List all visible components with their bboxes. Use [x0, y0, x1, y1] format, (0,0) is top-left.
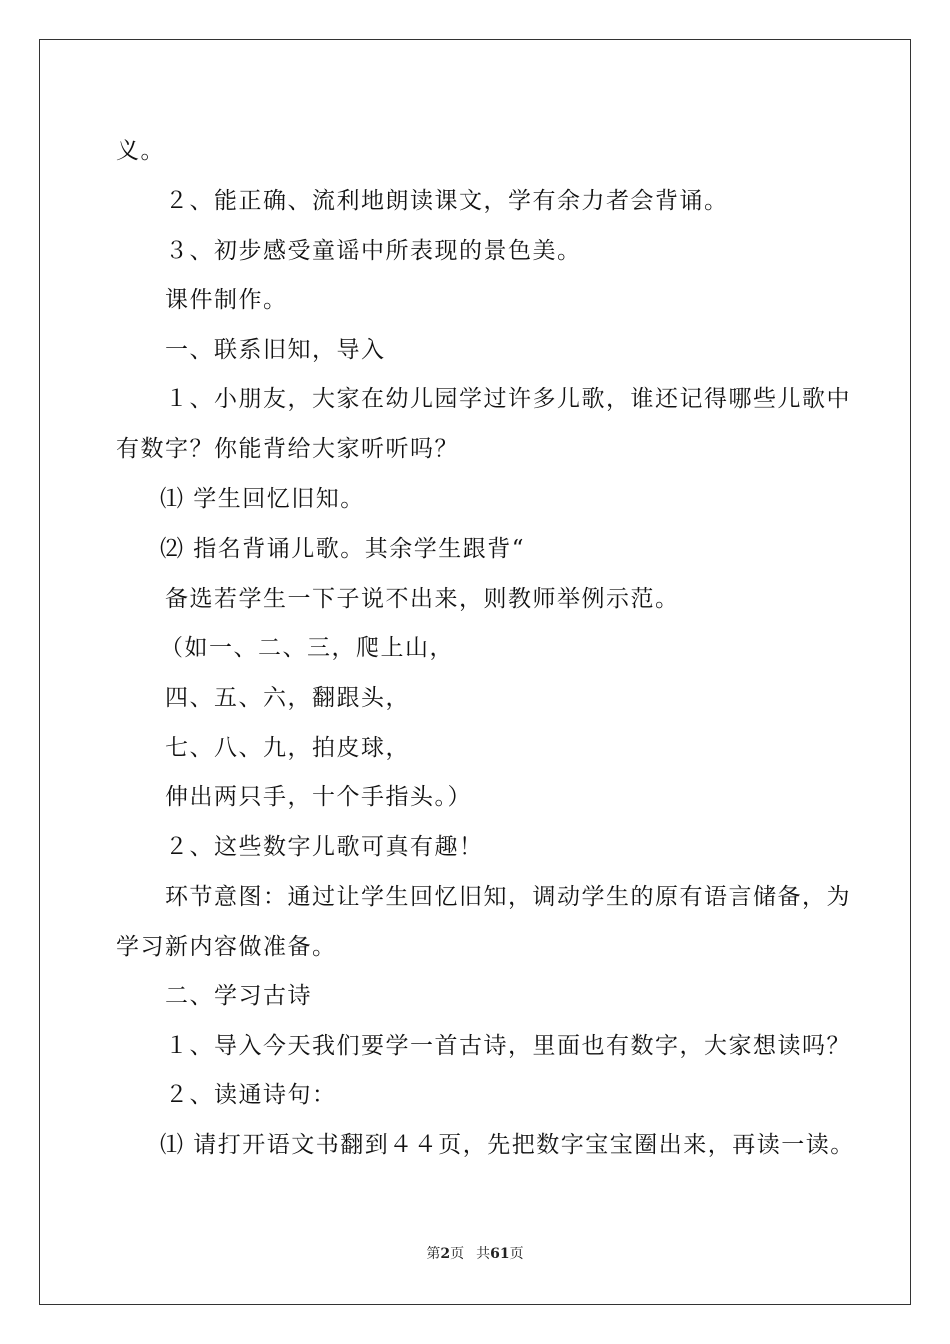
section-heading: 二、学习古诗: [165, 983, 312, 1009]
page-number: 2: [440, 1246, 451, 1262]
page-footer: [0, 1245, 950, 1263]
text-line: ２、能正确、流利地朗读课文，学有余力者会背诵。: [165, 188, 729, 214]
page-border: [39, 39, 911, 1305]
text-line: ⑴ 请打开语文书翻到４４页，先把数字宝宝圈出来，再读一读。: [160, 1132, 855, 1158]
text-line: 七、八、九，拍皮球，: [165, 735, 410, 761]
page-suffix: 页: [450, 1246, 465, 1262]
text-line: ⑵ 指名背诵儿歌。其余学生跟背“: [160, 536, 526, 562]
text-line: 伸出两只手，十个手指头。）: [165, 784, 472, 810]
text-line: 环节意图：通过让学生回忆旧知，调动学生的原有语言储备，为: [165, 884, 851, 910]
text-line: ⑴ 学生回忆旧知。: [160, 486, 365, 512]
text-line: （如一、二、三，爬上山，: [160, 635, 454, 661]
text-line: ２、读通诗句：: [165, 1082, 337, 1108]
text-line: 有数字？你能背给大家听听吗？: [116, 436, 459, 462]
text-line: １、小朋友，大家在幼儿园学过许多儿歌，谁还记得哪些儿歌中: [165, 386, 851, 412]
total-pages: 61: [490, 1246, 510, 1262]
page-prefix: 第: [426, 1246, 441, 1262]
text-line: 备选若学生一下子说不出来，则教师举例示范。: [165, 586, 680, 612]
text-line: １、导入今天我们要学一首古诗，里面也有数字，大家想读吗？: [165, 1033, 851, 1059]
text-line: ３、初步感受童谣中所表现的景色美。: [165, 238, 582, 264]
text-line: 四、五、六，翻跟头，: [165, 685, 410, 711]
total-suffix: 页: [509, 1246, 524, 1262]
text-line: ２、这些数字儿歌可真有趣！: [165, 834, 484, 860]
text-line: 课件制作。: [165, 287, 288, 313]
text-line: 义。: [116, 138, 165, 164]
total-prefix: 共: [476, 1246, 491, 1262]
text-line: 学习新内容做准备。: [116, 934, 337, 960]
section-heading: 一、联系旧知，导入: [165, 337, 386, 363]
